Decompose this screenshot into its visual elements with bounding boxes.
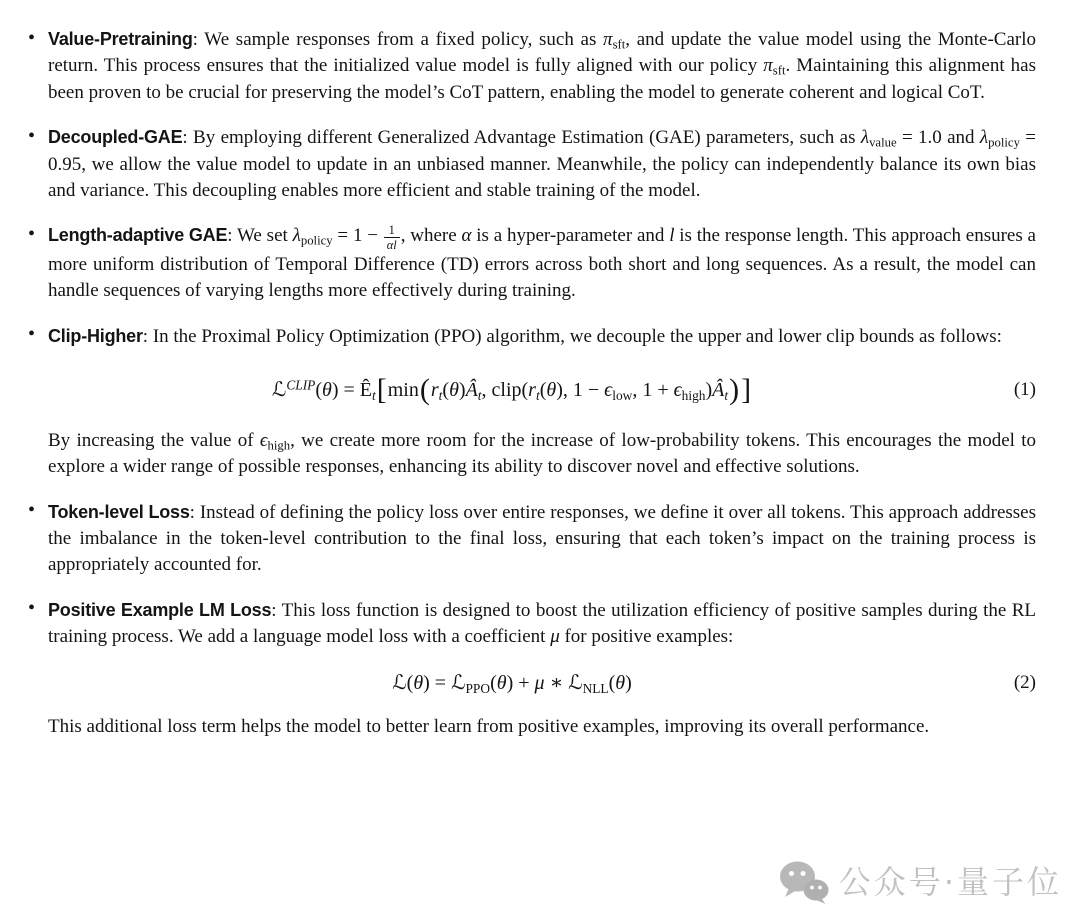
- bullet-body-positive-example-lm-loss: : This loss function is designed to boost the utilization efficiency of positive samples during the RL training process. We add a language model loss with a coefficient μ for positive examples:: [48, 599, 1036, 648]
- bullet-marker: •: [28, 124, 36, 147]
- bullet-label-positive-example-lm-loss: Positive Example LM Loss: [48, 599, 272, 620]
- bullet-label-clip-higher: Clip-Higher: [48, 325, 143, 346]
- closing-paragraph: This additional loss term helps the model to better learn from positive examples, improving its overall performance.: [48, 715, 930, 737]
- equation-2: [30, 669, 1036, 698]
- watermark-text: 公众号·量子位: [838, 862, 1062, 901]
- bullet-body-length-adaptive-gae: : We set $\lambda_{policy} = 1$ − $\frac{1}{\alpha l}$ , where α is a hyper-parameter and l is the response length. This approach ensures a more uniform distribution of Temporal Difference (TD) errors across both short and long sequences. As a result, the model can handle sequences of varying lengths more effectively during training.: [48, 222, 1036, 302]
- bullet-item-decoupled-gae: [30, 124, 1036, 204]
- bullet-marker: •: [28, 26, 36, 49]
- bullet-body-token-level-loss: : Instead of defining the policy loss over entire responses, we define it over all tokens. This approach addresses the imbalance in the token-level contribution to the final loss, ensuring that each token’s impact on the training process is appropriately accounted for.: [48, 501, 1037, 576]
- bullet-label-token-level-loss: Token-level Loss: [48, 501, 190, 522]
- bullet-item-token-level-loss: [30, 499, 1036, 579]
- clip-higher-followup-paragraph: By increasing the value of $\epsilon_{high}$, we create more room for the increase of low-probability tokens. This encourages the model to explore a wider range of possible responses, enhancing its ability to discover novel and effective solutions.: [48, 429, 1037, 478]
- equation-1-number: (1): [1013, 379, 1036, 401]
- bullet-label-decoupled-gae: Decoupled-GAE: [48, 127, 183, 148]
- bullet-label-length-adaptive-gae: Length-adaptive GAE: [48, 225, 228, 246]
- bullet-item-length-adaptive-gae: [30, 222, 1036, 304]
- bullet-body-decoupled-gae: : By employing different Generalized Advantage Estimation (GAE) parameters, such as $\lambda_{value} = 1.0$ and $\lambda_{policy} = 0.95$, we allow the value model to update in an unbiased manner. Meanwhile, the policy can independently balance its own bias and variance. This decoupling enables more efficient and stable training of the model.: [48, 127, 1037, 202]
- bullet-marker: •: [28, 597, 36, 620]
- bullet-item-clip-higher: [30, 323, 1036, 350]
- equation-2-number: (2): [1013, 672, 1036, 694]
- bullet-item-value-pretraining: [30, 26, 1036, 106]
- bullet-marker: •: [28, 499, 36, 522]
- wechat-icon: [779, 860, 829, 904]
- watermark: [779, 860, 1062, 904]
- equation-1: [30, 368, 1036, 412]
- bullet-body-value-pretraining: : We sample responses from a fixed policy, such as $\pi_{sft}$, and update the value model using the Monte-Carlo return. This process ensures that the initialized value model is fully aligned with our policy $\pi_{sft}$. Maintaining this alignment has been proven to be crucial for preserving the model’s CoT pattern, enabling the model to generate coherent and logical CoT.: [48, 29, 1036, 103]
- bullet-marker: •: [28, 323, 36, 346]
- bullet-item-positive-example-lm-loss: [30, 597, 1036, 651]
- equation-1-body: ℒ$^{CLIP}$(θ) = $Ê_t[\min(r_t(\theta)Â_t$, $clip(r_t(\theta)$, $1 - \epsilon_{low}$, $1 + \epsilon_{high})Â_t$)]: [271, 373, 752, 407]
- equation-2-body: ℒ(θ) = ℒ$_{PPO}$(θ) + μ ∗ ℒ$_{NLL}$(θ): [392, 671, 632, 696]
- bullet-marker: •: [28, 222, 36, 245]
- bullet-label-value-pretraining: Value-Pretraining: [48, 29, 193, 49]
- bullet-body-clip-higher: : In the Proximal Policy Optimization (PPO) algorithm, we decouple the upper and lower clip bounds as follows:: [142, 325, 1002, 347]
